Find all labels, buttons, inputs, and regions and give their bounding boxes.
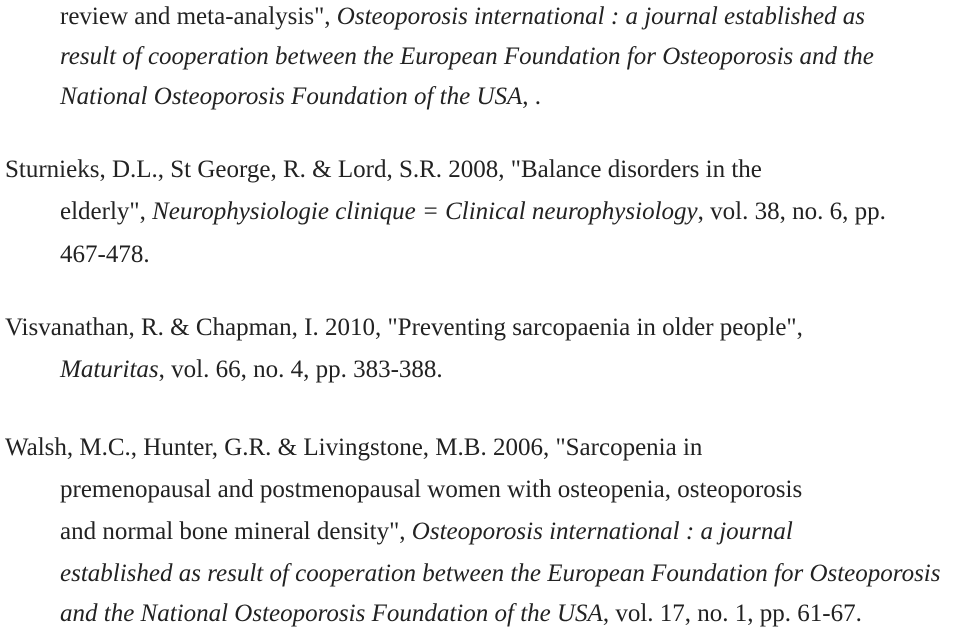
reference-italic-text: and the National Osteoporosis Foundation of the USA [60, 600, 603, 627]
reference-line [60, 599, 862, 629]
reference-text: , . [522, 83, 542, 110]
reference-line [60, 559, 940, 589]
reference-line [60, 197, 886, 227]
reference-text: elderly", [60, 198, 153, 225]
reference-text: and normal bone mineral density", [60, 518, 412, 545]
reference-line [60, 240, 150, 270]
reference-text: premenopausal and postmenopausal women with osteopenia, osteoporosis [60, 476, 803, 503]
reference-italic-text: Osteoporosis international : a journal [411, 518, 793, 545]
reference-line [60, 42, 874, 72]
reference-text: , vol. 66, no. 4, pp. 383-388. [158, 356, 443, 383]
reference-italic-text: Maturitas [60, 356, 159, 383]
reference-italic-text: Osteoporosis international : a journal established as [336, 3, 866, 30]
reference-line [5, 155, 762, 185]
reference-text: , vol. 38, no. 6, pp. [697, 198, 886, 225]
reference-line [5, 433, 702, 463]
reference-text: Visvanathan, R. & Chapman, I. 2010, "Preventing sarcopaenia in older people", [5, 314, 803, 341]
reference-italic-text: Neurophysiologie clinique = Clinical neurophysiology [152, 198, 698, 225]
reference-line [5, 313, 803, 343]
reference-text: Sturnieks, D.L., St George, R. & Lord, S.R. 2008, "Balance disorders in the [5, 156, 762, 183]
reference-text: review and meta-analysis", [60, 3, 337, 30]
reference-line [60, 355, 443, 385]
reference-text: Walsh, M.C., Hunter, G.R. & Livingstone, M.B. 2006, "Sarcopenia in [5, 434, 703, 461]
reference-italic-text: established as result of cooperation between the European Foundation for Osteoporosis [60, 560, 941, 587]
reference-italic-text: National Osteoporosis Foundation of the USA [60, 83, 523, 110]
reference-line [60, 82, 541, 112]
reference-text: 467-478. [60, 241, 150, 268]
reference-italic-text: result of cooperation between the European Foundation for Osteoporosis and the [60, 43, 874, 70]
reference-line [60, 475, 802, 505]
reference-line [60, 517, 793, 547]
reference-text: , vol. 17, no. 1, pp. 61-67. [602, 600, 862, 627]
reference-line [60, 2, 865, 32]
